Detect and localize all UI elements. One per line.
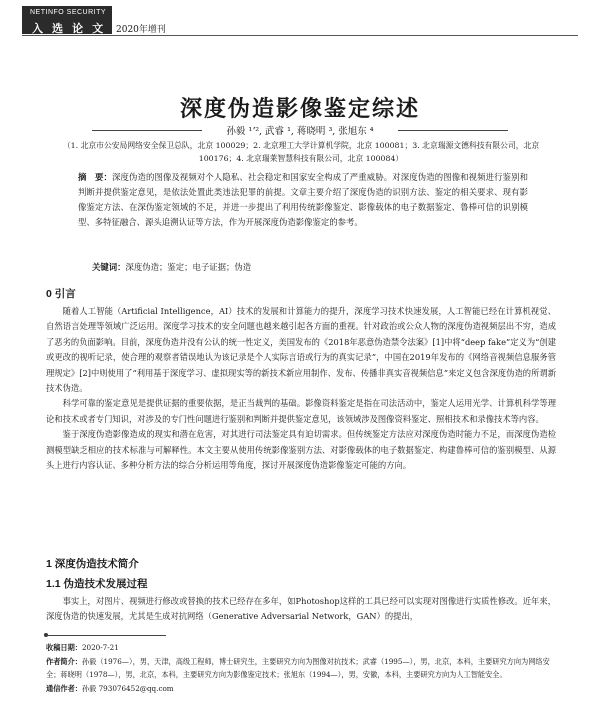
section-heading-intro: 0 引言 xyxy=(46,288,76,300)
note-authors-label: 作者简介： xyxy=(46,656,82,666)
keywords xyxy=(92,260,532,275)
abstract-label: 摘 要： xyxy=(78,172,112,182)
note-correspondence xyxy=(46,682,556,696)
note-authors xyxy=(46,655,556,682)
paper-title: 深度伪造影像鉴定综述 xyxy=(179,96,420,121)
keywords-label: 关键词： xyxy=(92,262,126,272)
keywords-text: 深度伪造；鉴定；电子证据；伪造 xyxy=(125,262,252,272)
intro-paragraph-2: 科学可靠的鉴定意见是提供证据的重要依据，是正当裁判的基础。影像资料鉴定是指在司法活动中，鉴定人运用光学、计算机科学等理论和技术或者专门知识，对涉及的专门性问题进行鉴别和判断并提供鉴定意见，该领域涉及图像资料鉴定、照相技术和录像技术等内容。 xyxy=(46,398,556,424)
affiliations: （1. 北京市公安局网络安全保卫总队，北京 100029；2. 北京理工大学计算机学院，北京 100081；3. 北京瑞源文德科技有限公司，北京 100176；4. 北京瑞莱智慧科技有限公司，北京 100084） xyxy=(62,141,540,163)
note-correspondence-text: 孙毅 793076452@qq.com xyxy=(81,683,174,693)
note-authors-text: 孙毅（1976—），男，天津，高级工程师，博士研究生，主要研究方向为图像对抗技术；武睿（1995—），男，北京，本科，主要研究方向为网络安全；蒋晓明（1978—），男，北京，本科，主要研究方向为影像鉴定技术；张旭东（1994—），男，安徽，本科，主要研究方向为人工智能安全。 xyxy=(46,656,550,679)
intro-body xyxy=(46,304,556,473)
issue-label: 2020年增刊 xyxy=(116,25,166,35)
section-heading-1: 1 深度伪造技术简介 xyxy=(46,558,139,570)
footnote-rule xyxy=(46,635,166,636)
note-correspondence-label: 通信作者： xyxy=(46,683,82,693)
header-rule xyxy=(22,35,578,36)
author-list: 孙毅 ¹ʼ², 武睿 ¹, 蒋晓明 ³, 张旭东 ⁴ xyxy=(226,126,374,137)
note-received-text: 2020-7-21 xyxy=(81,643,119,652)
abstract xyxy=(78,170,528,230)
section-heading-1-1: 1.1 伪造技术发展过程 xyxy=(46,578,148,590)
note-received-label: 收稿日期： xyxy=(46,643,82,652)
column-label: 入 选 论 文 xyxy=(32,23,107,35)
intro-paragraph-3: 鉴于深度伪造影像造成的现实和潜在危害，对其进行司法鉴定具有迫切需求。但传统鉴定方法应对深度伪造时能力不足，而深度伪造检测模型缺乏相应的技术标准与可解释性。本文主要从使用传统影像鉴别方法、对影像载体的电子数据鉴定、构建鲁棒可信的鉴别模型、从源头上进行内容认证、多种分析方法的综合分析运用等角度，探讨开展深度伪造影像鉴定可能的方向。 xyxy=(46,429,556,471)
section-1-1-paragraph: 事实上，对图片、视频进行修改或替换的技术已经存在多年，如Photoshop这样的工具已经可以实现对图像进行实质性修改。近年来，深度伪造的快速发展，尤其是生成对抗网络（Generative Adversarial Network，GAN）的提出， xyxy=(46,596,556,622)
note-received xyxy=(46,641,556,655)
journal-brand: NETINFO SECURITY xyxy=(30,9,107,16)
intro-paragraph-1: 随着人工智能（Artificial Intelligence，AI）技术的发展和计算能力的提升，深度学习技术快速发展，人工智能已经在计算机视觉、自然语言处理等领域广泛运用。深度学习技术的安全问题也越来越引起各方面的重视。针对政治或公众人物的深度伪造视频层出不穷，造成了恶劣的负面影响。目前，深度伪造并没有公认的统一性定义，美国发布的《2018年恶意伪造禁令法案》[1]中将“deep fake”定义为“创建或更改的视听记录，使合理的观察者错误地认为该记录是个人实际言语或行为的真实记录”，中国在2019年发布的《网络音视频信息服务管理规定》[2]中则使用了“利用基于深度学习、虚拟现实等的新技术新应用制作、发布、传播非真实音视频信息”来定义包含深度伪造的所谓新技术伪造。 xyxy=(46,306,556,394)
footnotes xyxy=(46,641,556,695)
section-1-1-body xyxy=(46,594,556,625)
abstract-text: 深度伪造的图像及视频对个人隐私、社会稳定和国家安全构成了严重威胁。对深度伪造的图像和视频进行鉴别和判断并提供鉴定意见，是依法处置此类违法犯罪的前提。文章主要介绍了深度伪造的识别方法、鉴定的相关要求、现有影像鉴定方法、在深伪鉴定领域的不足，并进一步提出了利用传统影像鉴定、影像载体的电子数据鉴定、鲁棒可信的识别模型、多特征融合、源头追溯认证等方法，作为开展深度伪造影像鉴定的参考。 xyxy=(78,172,529,227)
